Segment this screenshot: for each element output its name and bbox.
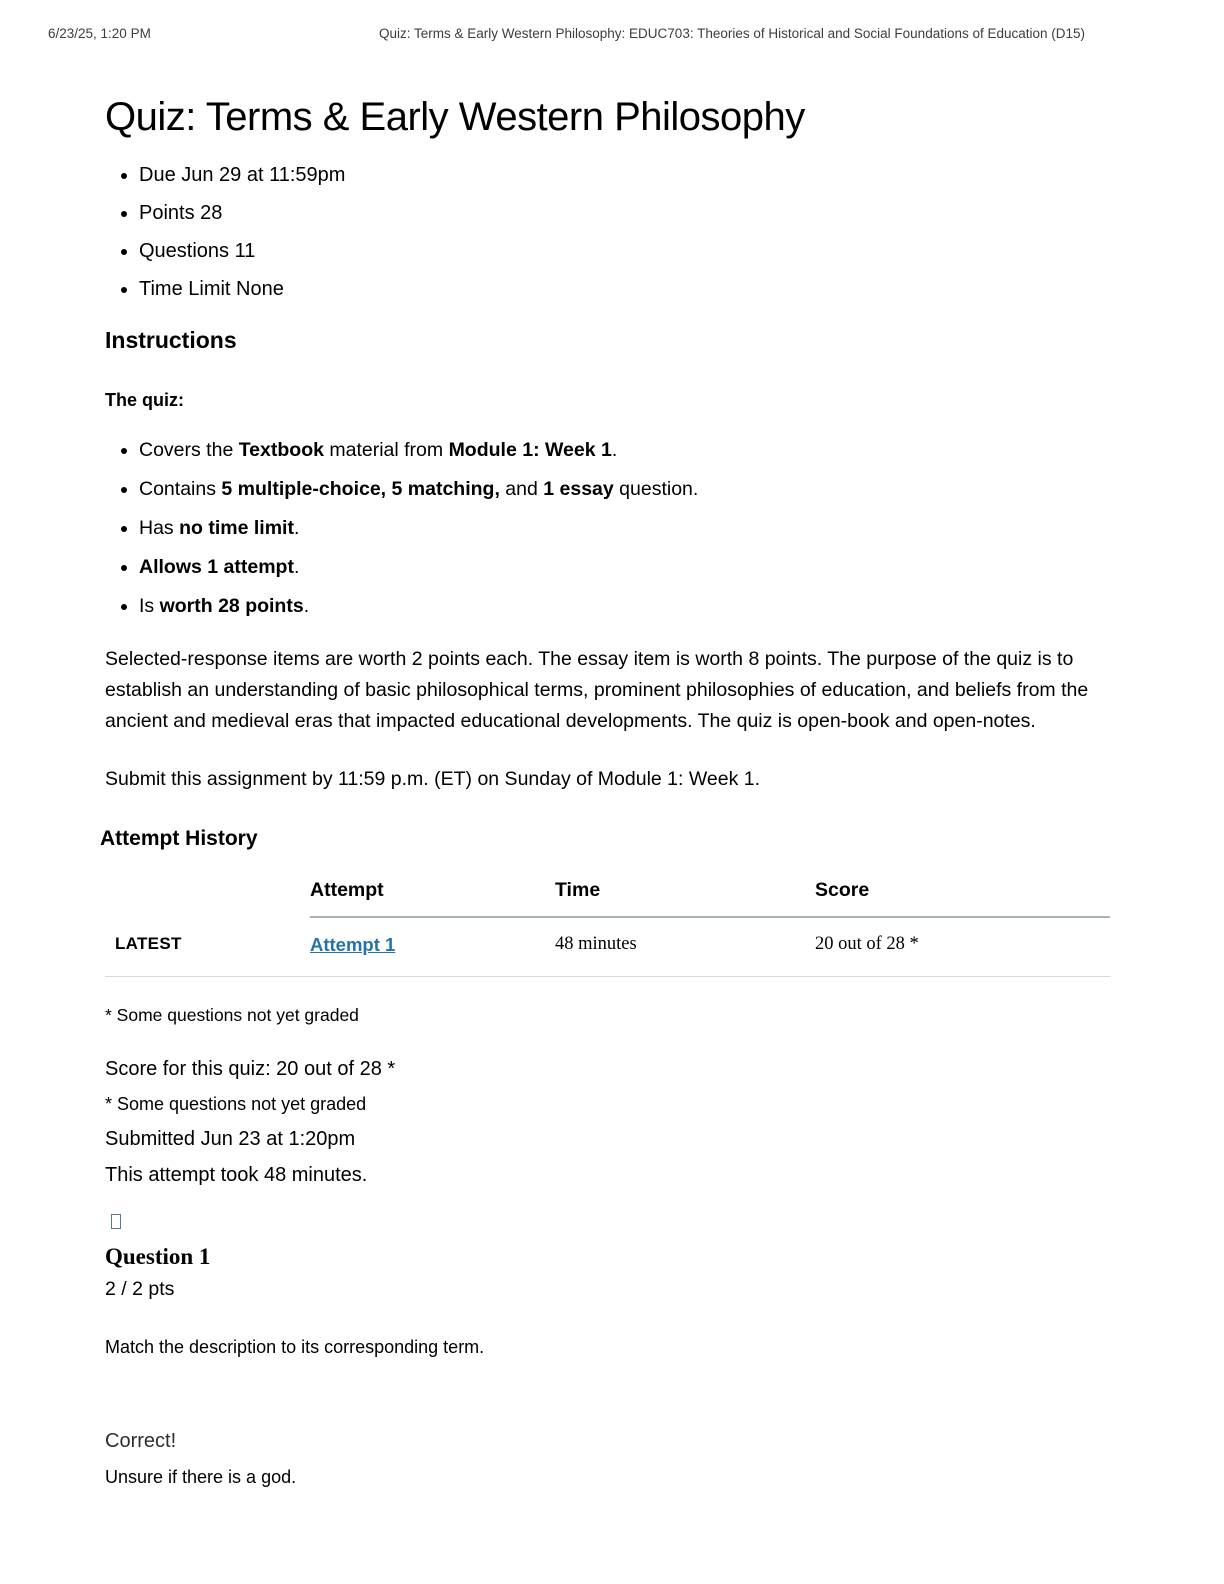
quiz-meta-due: • Due Jun 29 at 11:59pm <box>139 164 1110 187</box>
answer-status: Correct! <box>105 1429 177 1452</box>
col-header-spacer <box>105 873 310 918</box>
attempt-cell <box>310 918 555 977</box>
row-label-latest: LATEST <box>105 918 310 977</box>
missing-glyph-box <box>111 1214 121 1229</box>
col-header-score: Score <box>815 873 1110 918</box>
quiz-meta-questions: • Questions 11 <box>139 240 1110 263</box>
answer-text: Unsure if there is a god. <box>105 1466 297 1487</box>
quiz-rule-item: • Has no time limit. <box>139 517 1110 540</box>
attempt-time: 48 minutes <box>555 918 815 977</box>
print-doc-title: Quiz: Terms & Early Western Philosophy: EDUC703: Theories of Historical and Social Foundations of Education (D15) <box>378 26 1086 41</box>
submitted-line: Submitted Jun 23 at 1:20pm <box>105 1127 356 1150</box>
question-points: 2 / 2 pts <box>105 1277 175 1300</box>
grading-footnote: * Some questions not yet graded <box>105 1004 359 1025</box>
attempt-history-heading: Attempt History <box>100 826 258 850</box>
score-line: Score for this quiz: 20 out of 28 * <box>105 1057 396 1080</box>
quiz-rule-item: • Contains 5 multiple-choice, 5 matching, and 1 essay question. <box>139 478 1110 501</box>
attempt-history-table <box>105 873 1110 977</box>
print-timestamp: 6/23/25, 1:20 PM <box>48 26 151 41</box>
quiz-meta-points: • Points 28 <box>139 202 1110 225</box>
attempt-link[interactable]: Attempt 1 <box>310 933 396 955</box>
submit-note: Submit this assignment by 11:59 p.m. (ET) on Sunday of Module 1: Week 1. <box>105 767 761 790</box>
quiz-meta-time-limit: • Time Limit None <box>139 278 1110 301</box>
col-header-attempt: Attempt <box>310 873 555 918</box>
quiz-rule-item: • Covers the Textbook material from Module 1: Week 1. <box>139 439 1110 462</box>
quiz-rules-list <box>105 439 1110 618</box>
page-content <box>0 95 1224 1488</box>
instructions-heading: Instructions <box>105 327 237 353</box>
quiz-rule-item: • Allows 1 attempt. <box>139 556 1110 579</box>
grading-footnote-2: * Some questions not yet graded <box>105 1093 367 1114</box>
question-prompt: Match the description to its corresponding term. <box>105 1336 485 1357</box>
print-header <box>0 0 1224 41</box>
quiz-summary <box>105 1058 1110 1187</box>
attempt-score: 20 out of 28 * <box>815 918 1110 977</box>
quiz-intro: The quiz: <box>105 390 184 410</box>
question-title: Question 1 <box>105 1243 211 1269</box>
quiz-description: Selected-response items are worth 2 points each. The essay item is worth 8 points. The purpose of the quiz is to establish an understanding of basic philosophical terms, prominent philosophies of education, and beliefs from the ancient and medieval eras that impacted educational developments. The quiz is open-book and open-notes. <box>105 648 1089 733</box>
page-title: Quiz: Terms & Early Western Philosophy <box>105 95 805 139</box>
col-header-time: Time <box>555 873 815 918</box>
quiz-meta-list <box>105 164 1110 301</box>
duration-line: This attempt took 48 minutes. <box>105 1163 368 1186</box>
quiz-rule-item: • Is worth 28 points. <box>139 595 1110 618</box>
